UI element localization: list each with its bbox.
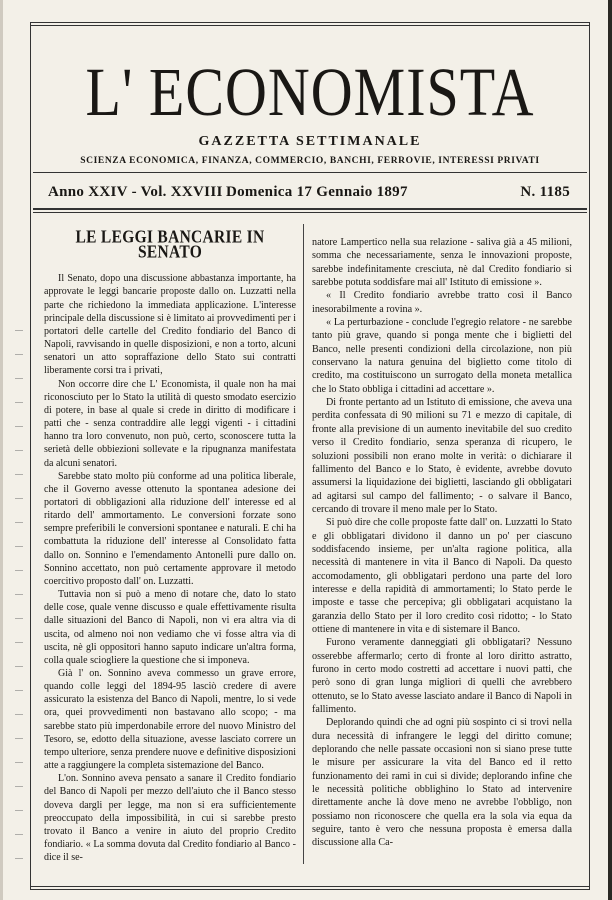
masthead <box>30 53 590 166</box>
paragraph: Non occorre dire che L' Economista, il quale non ha mai riconosciuto per lo Stato la utilità di questo smodato esercizio di potere, in base al quale si crede in diritto di modificare i patti che - senza contraddire alle leggi vigenti - i cittadini hanno tra loro convenuto, non può, certo, sconoscere tutta la serietà delle obbiezioni sollevate e la ripugnanza manifestata da alcuni senatori. <box>44 378 296 469</box>
paragraph: natore Lampertico nella sua relazione - saliva già a 45 milioni, somma che necessariamente, senza le innovazioni proposte, sarebbe indefinitamente cresciuta, nè dal Credito fondiario si sarebbe potuta soddisfare mai all' Istituto di emissione ». <box>312 237 572 289</box>
paragraph: Tuttavia non si può a meno di notare che, dato lo stato delle cose, quale venne discusso e quale effettivamente risulta dalle situazioni del Banco di Napoli, non vi era altra via di uscita, od almeno noi non vediamo che vi fosse altra via di uscita, nè gli oppositori hanno saputo indicare un'altra forma, colla quale sciogliere la questione che si imponeva. <box>44 589 296 666</box>
article-body-left <box>44 272 296 864</box>
article-headline: LE LEGGI BANCARIE IN SENATO <box>75 227 265 263</box>
article-column-right <box>312 236 572 850</box>
issue-number: N. 1185 <box>520 184 570 200</box>
paragraph: L'on. Sonnino aveva pensato a sanare il Credito fondiario del Banco di Napoli per mezzo dell'aiuto che il Banco stesso doveva dargli per legge, ma non si era sufficientemente preoccupato della impossibilità, in cui si sarebbe presto trovato il Banco a venire in aiuto del proprio Credito fondiario. « La somma dovuta dal Credito fondiario al Banco - dice il se- <box>44 773 296 864</box>
newspaper-subtitle: GAZZETTA SETTIMANALE <box>198 134 422 149</box>
page-edge-left <box>0 0 3 900</box>
issue-line <box>48 184 570 204</box>
frame-top <box>30 22 590 26</box>
paragraph: Il Senato, dopo una discussione abbastanza importante, ha approvate le leggi bancarie proposte dallo on. Luzzatti nella parte che richiedono la immediata applicazione. L'interesse principale della discussione si è limitato ai provvedimenti per i portatori delle cartelle del Credito fondiario del Banco di Napoli, ravvisando in quelle disposizioni, e non a torto, alcuni senatori un atto sopraffazione dello Stato sui contratti liberamente corsi tra i privati, <box>44 273 296 377</box>
newspaper-title: L' ECONOMISTA <box>85 53 535 131</box>
issue-rule-thin <box>33 212 587 213</box>
frame-bottom <box>30 886 590 890</box>
issue-date: Domenica 17 Gennaio 1897 <box>226 184 408 200</box>
column-divider <box>303 224 304 864</box>
issue-rule-thick <box>33 208 587 210</box>
paragraph: Si può dire che colle proposte fatte dall' on. Luzzatti lo Stato e gli obbligatari dividono il danno un po' per ciascuno soddisfacendo insieme, per un'alta ragione politica, alla necessità di mantenere in vita il Banco di Napoli. Da questo accomodamento, gli obbligatari perdono una parte del loro interesse e della rapidità di ammortamenti; lo Stato perde le imposte e tasse che percepiva; gli obbligatari acquistano la garanzia dello Stato per il loro credito così ridotto; - lo Stato ottiene di mantenere in vita e di sistemare il Banco. <box>312 517 572 635</box>
paragraph: « Il Credito fondiario avrebbe tratto così il Banco inesorabilmente a rovina ». <box>312 290 572 315</box>
issue-volume: Anno XXIV - Vol. XXVIII <box>48 184 223 200</box>
article-column-left <box>44 227 296 864</box>
paragraph: Sarebbe stato molto più conforme ad una politica liberale, che il Governo avesse ottenuto la spontanea adesione dei portatori di obbligazioni alla riduzione dell' interesse ed al ritardo dell' ammortamento. Le conversioni forzate sono sempre preferibili le conversioni spontanee e naturali. E chi ha combattuta la riduzione dell' interesse al Consolidato fatta dallo on. Sonnino e l'emendamento Antonelli pure dallo on. Sonnino accettato, non può certamente approvare il metodo coercitivo proposto dall' on. Luzzatti. <box>44 470 296 587</box>
masthead-rule <box>33 172 587 173</box>
paragraph: Deplorando quindi che ad ogni più sospinto ci si trovi nella dura necessità di infrangere le leggi del diritto comune; deplorando che nelle passate occasioni non si siano prese tutte le misure per assicurare la vita del Banco ed il retto funzionamento dei rami in cui si divide; deplorando infine che le necessità politiche obblighino lo Stato ad intervenire direttamente anche là dove meno ne avrebbe l'obbligo, non possiamo non riconoscere che quella era la sola via equa da seguire, tanto è vero che nessuna proposta è emersa dalla discussione alla Ca- <box>312 717 572 849</box>
binding-marks <box>15 330 23 870</box>
page-edge-right <box>608 0 612 900</box>
paragraph: Già l' on. Sonnino aveva commesso un grave errore, quando colle leggi del 1894-95 lasciò credere di avere assicurato la esistenza del Banco di Napoli, mentre, lo si vede ora, quei provvedimenti non bastavano allo scopo; - ma sarebbe stato più imperdonabile errore del nuovo Ministro del Tesoro, se, edotto della situazione, avesse lasciato correre un tempo ulteriore, senza prendere nuove e definitive disposizioni atte a raggiungere la completa sistemazione del Banco. <box>44 668 296 772</box>
newspaper-tagline: SCIENZA ECONOMICA, FINANZA, COMMERCIO, BANCHI, FERROVIE, INTERESSI PRIVATI <box>80 156 540 166</box>
paragraph: Furono veramente danneggiati gli obbligatari? Nessuno osserebbe affermarlo; certo di fronte al loro diritto astratto, furono in certo modo costretti ad accettare i nuovi patti, che però sono di gran lunga migliori di quelli che avrebbero ottenuto, se lo Stato avesse lasciato andare il Banco di Napoli in fallimento. <box>312 637 572 716</box>
paragraph: Di fronte pertanto ad un Istituto di emissione, che aveva una perdita confessata di 90 milioni su 71 e mezzo di capitale, di fronte alla previsione di un aumento inevitabile del suo credito verso il Credito fondiario, senza speranza di ricupero, le soluzioni possibili non erano molte in verità: o dichiarare il fallimento del Banco e lo Stato, è evidente, avrebbe dovuto assumersi la liquidazione dei biglietti, lasciando gli obbligatari ad agitarsi sul campo del fallimento; - o salvare il Banco, cercando di trovare il meno male per lo Stato. <box>312 397 572 515</box>
paragraph: « La perturbazione - conclude l'egregio relatore - ne sarebbe tanto più grave, quando si ponga mente che i biglietti del Banco, nelle presenti condizioni della circolazione, non più conservano la natura genuina del biglietto come titolo di credito, ma costituiscono un surrogato della moneta metallica che lo Stato obbliga i cittadini ad accettare ». <box>312 317 572 395</box>
